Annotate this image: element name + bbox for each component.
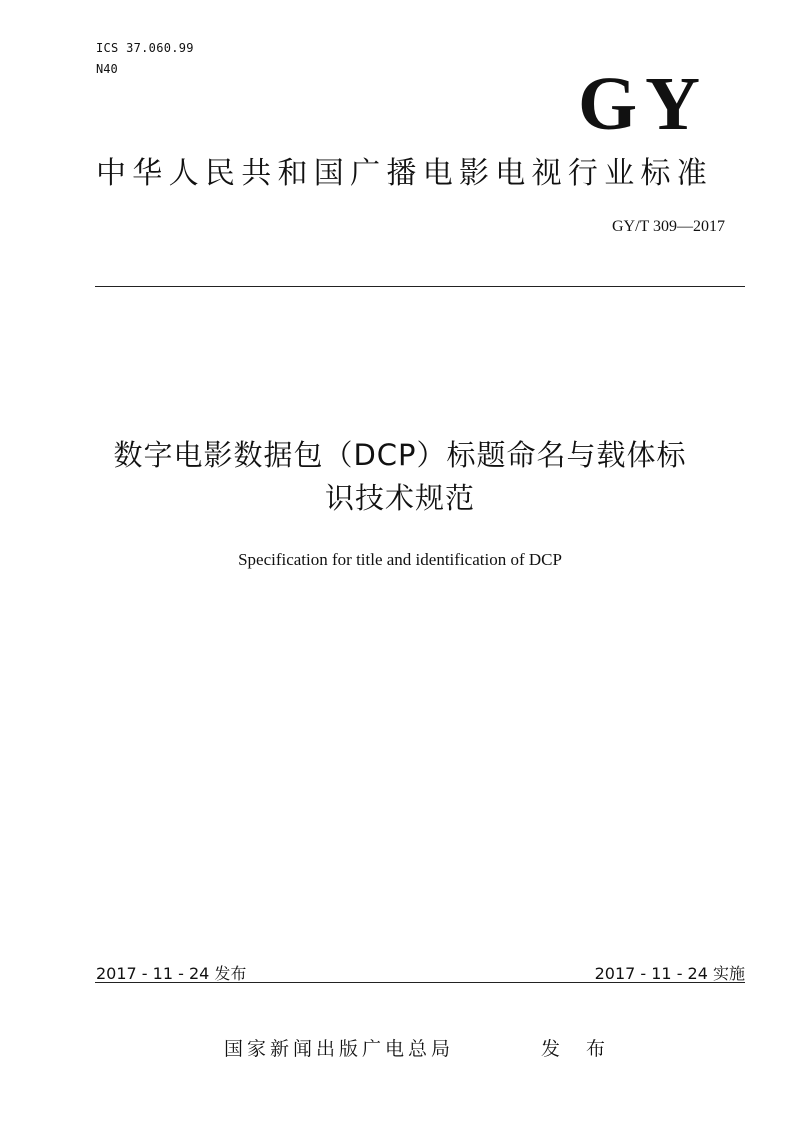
ics-code: ICS 37.060.99 — [96, 41, 194, 55]
bottom-divider — [95, 982, 745, 983]
issue-label: 发 布 — [541, 1038, 616, 1060]
ccs-code: N40 — [96, 62, 118, 76]
top-divider — [95, 286, 745, 287]
issue-date: 2017 - 11 - 24 发布 — [96, 964, 247, 983]
title-chinese-line-2: 识技术规范 — [324, 481, 475, 515]
implementation-date: 2017 - 11 - 24 实施 — [594, 964, 745, 983]
issuing-authority: 国家新闻出版广电总局 — [224, 1038, 455, 1060]
title-chinese-line-1: 数字电影数据包（DCP）标题命名与载体标 — [113, 438, 687, 472]
standard-number: GY/T 309—2017 — [611, 218, 725, 235]
standard-category: 中华人民共和国广播电影电视行业标准 — [96, 156, 714, 191]
gy-logo: GY — [578, 62, 708, 146]
title-english: Specification for title and identification of DCP — [238, 550, 562, 569]
